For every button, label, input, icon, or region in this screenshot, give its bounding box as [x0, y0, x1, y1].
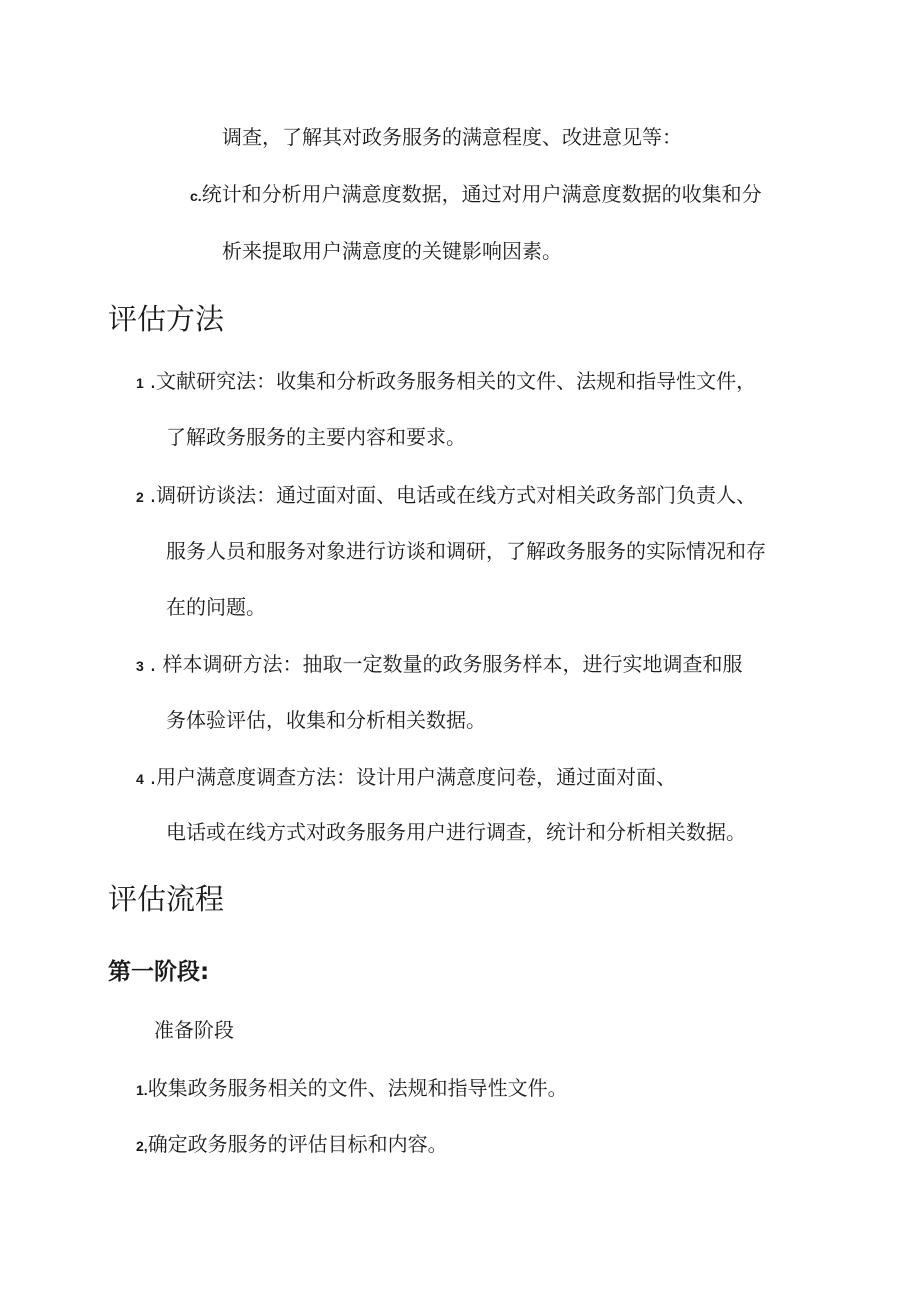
stage-item-number: 2, [136, 1138, 148, 1154]
method-item-3 [136, 650, 743, 680]
method-item-3-cont: 务体验评估，收集和分析相关数据。 [166, 708, 486, 732]
section-heading-methods: 评估方法 [108, 302, 225, 336]
stage-item-text: 收集政务服务相关的文件、法规和指导性文件。 [147, 1076, 568, 1100]
list-item-c [190, 180, 762, 210]
stage-item-text: 确定政务服务的评估目标和内容。 [147, 1132, 448, 1156]
method-item-text: .文献研究法：收集和分析政务服务相关的文件、法规和指导性文件， [149, 369, 757, 393]
method-item-text: .调研访谈法：通过面对面、电话或在线方式对相关政务部门负责人、 [149, 483, 757, 507]
method-item-text: .用户满意度调查方法：设计用户满意度问卷，通过面对面、 [149, 765, 677, 789]
stage-item-2 [136, 1130, 448, 1160]
method-item-number: 4 [136, 771, 144, 787]
item-c-text: 统计和分析用户满意度数据，通过对用户满意度数据的收集和分 [201, 182, 762, 206]
method-item-4-cont: 电话或在线方式对政务服务用户进行调查，统计和分析相关数据。 [166, 820, 746, 844]
section-heading-process: 评估流程 [108, 882, 225, 916]
method-item-2-cont: 在的问题。 [166, 595, 266, 619]
method-item-1 [136, 367, 756, 397]
item-c-marker: c. [190, 188, 202, 204]
stage-title: 第一阶段: [108, 959, 210, 985]
method-item-4 [136, 763, 676, 793]
stage-item-1 [136, 1074, 568, 1104]
method-item-number: 2 [136, 489, 144, 505]
method-item-number: 3 [136, 658, 144, 674]
method-item-1-cont: 了解政务服务的主要内容和要求。 [166, 425, 466, 449]
method-item-text: . 样本调研方法：抽取一定数量的政务服务样本，进行实地调查和服 [149, 652, 743, 676]
stage-item-number: 1. [136, 1082, 148, 1098]
continuation-line: 调查，了解其对政务服务的满意程度、改进意见等： [222, 125, 682, 149]
method-item-2 [136, 481, 756, 511]
method-item-2-cont: 服务人员和服务对象进行访谈和调研，了解政务服务的实际情况和存 [166, 539, 766, 563]
stage-subtitle: 准备阶段 [154, 1018, 234, 1042]
method-item-number: 1 [136, 375, 144, 391]
item-c-continuation: 析来提取用户满意度的关键影响因素。 [222, 239, 562, 263]
